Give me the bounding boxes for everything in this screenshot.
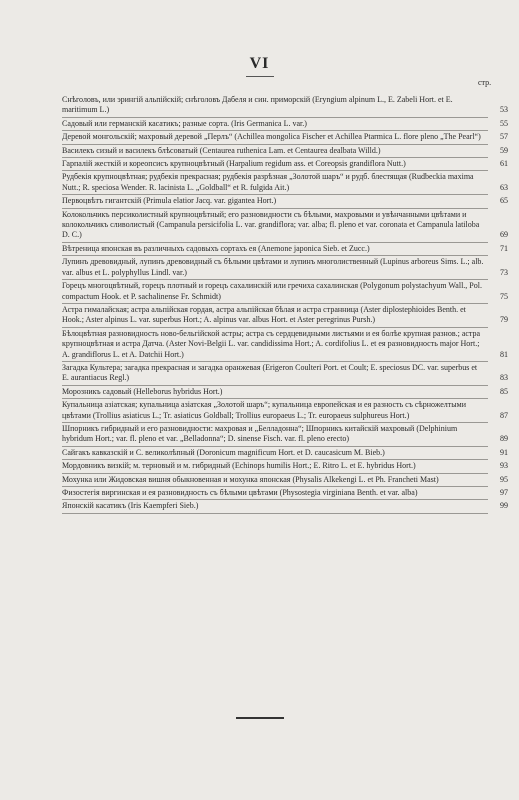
toc-entry-page: 87 — [500, 410, 508, 420]
toc-entry-title: Колокольчикъ персиколистный крупноцвѣтный; его разновидности съ бѣлыми, махровыми и увѣнчанными цвѣтами и колокольчикъ сливолистый (Campanula persicifolia L. var. grandiflora; var. alba; fl. pleno et var. coronata et Campanula latiloba D. C.) — [62, 209, 480, 240]
toc-entry-title: Рудбекія крупноцвѣтная; рудбекія прекрасная; рудбекія разрѣзная „Золотой шаръ“ и рудб. блестящая (Rudbeckia maxima Nutt.; R. speciosa Wender. R. lacinista L. „Goldball“ et R. fulgida Ait.) — [62, 172, 474, 192]
toc-entry — [62, 171, 508, 195]
toc-entry-title: Японскій касатикъ (Iris Kaempferi Sieb.) — [62, 501, 199, 511]
toc-entry-page: 89 — [500, 434, 508, 444]
toc-entry-title: Деревой монгольскій; махровый деревой „Перлъ“ (Achillea mongolica Fischer et Achillea Ptarmica L. flore pleno „The Pearl“) — [62, 132, 481, 142]
toc-entry — [62, 447, 508, 460]
toc-entry — [62, 460, 508, 473]
toc-entry-page: 79 — [500, 315, 508, 325]
toc-entry-page: 91 — [500, 447, 508, 457]
toc-entry-page: 59 — [500, 145, 508, 155]
toc-entry-title: Мохунка или Жидовская вишня обыкновенная и мохунка японская (Physalis Alkekengi L. et Ph. Francheti Mast) — [62, 474, 439, 484]
toc-entry — [62, 131, 508, 144]
toc-entry — [62, 386, 508, 399]
closing-rule — [236, 717, 284, 719]
toc-entry-title: Лупинъ древовидный, лупинъ древовидный съ бѣлыми цвѣтами и лупинъ многолиственный (Lupinus arboreus Sims. L.; alb. var. albus et L. polyphyllus Lindl. var.) — [62, 257, 484, 277]
table-of-contents — [62, 94, 508, 514]
toc-entry-page: 63 — [500, 182, 508, 192]
toc-entry-page: 53 — [500, 105, 508, 115]
toc-entry-title: Астра гималайская; астра альпійская гордая, астра альпійская бѣлая и астра странница (Aster diplostephioides Benth. et Hook.; Aster alpinus L. var. superbus Hort.; A. alpinus var. albus Hort. et Aster peregrinus Pursh.) — [62, 304, 466, 325]
toc-entry-page: 83 — [500, 373, 508, 383]
toc-entry-page: 69 — [500, 230, 508, 240]
toc-entry — [62, 328, 508, 362]
toc-entry — [62, 195, 508, 208]
toc-entry — [62, 280, 508, 304]
toc-entry — [62, 145, 508, 158]
toc-entry — [62, 474, 508, 487]
toc-entry-page: 73 — [500, 267, 508, 277]
toc-entry-page: 85 — [500, 386, 508, 396]
toc-entry — [62, 209, 508, 243]
toc-entry-title: Снѣголовъ, или эрингій альпійскій; снѣголовъ Дабеля и син. приморскій (Eryngium alpinum L., E. Zabeli Hort. et E. maritimum L.) — [62, 95, 453, 115]
toc-entry-page: 93 — [500, 461, 508, 471]
toc-entry-title: Мордовникъ визкій; м. терновый и м. гибридный (Echinops humilis Hort.; E. Ritro L. et E. hybridus Hort.) — [62, 461, 416, 471]
toc-entry — [62, 94, 508, 118]
toc-entry-title: Василекъ сизый и василекъ блѣсоватый (Centaurea ruthenica Lam. et Centaurea dealbata Willd.) — [62, 145, 381, 155]
page-column-header: стр. — [478, 78, 492, 87]
toc-entry — [62, 423, 508, 447]
toc-entry — [62, 500, 508, 513]
toc-entry-title: Сайгакъ кавказскій и С. великолѣпный (Doronicum magnificum Hort. et D. caucasicum M. Bieb.) — [62, 447, 385, 457]
toc-entry-title: Морозникъ садовый (Helleborus hybridus Hort.) — [62, 386, 223, 396]
toc-entry-title: Гарпалій жесткій и кореопсисъ крупноцвѣтный (Harpalium regidum ass. et Coreopsis grandiflora Nutt.) — [62, 159, 406, 169]
toc-entry-page: 71 — [500, 243, 508, 253]
page-number-rule — [246, 76, 274, 77]
toc-entry-title: Бѣлоцвѣтная разновидность ново-бельгійской астры; астра съ сердцевидными листьями и ея болѣе крупная разнов.; астра крупноцвѣтная и астра Датча. (Aster Novi-Belgii L. var. candidissima Hort.; A. cordifolius L. et ея разновидность major Hort.; A. grandiflorus L. et A. Datchii Hort.) — [62, 328, 481, 359]
toc-entry-title: Купальница азіатская; купальница азіатская „Золотой шаръ“; купальница европейская и ея разность съ сѣрножелтыми цвѣтами (Trollius asiaticus L.; Tr. asiaticus Goldball; Trollius europaeus L.; Tr. europaeus sulphureus Hort.) — [62, 400, 467, 420]
toc-entry — [62, 243, 508, 256]
toc-entry-page: 65 — [500, 196, 508, 206]
toc-entry — [62, 487, 508, 500]
toc-entry-page: 97 — [500, 488, 508, 497]
toc-entry-title: Садовый или германскій касатикъ; разные сорта. (Iris Germanica L. var.) — [62, 118, 307, 128]
toc-entry-page: 81 — [500, 349, 508, 359]
toc-entry — [62, 158, 508, 171]
toc-entry-page: 57 — [500, 132, 508, 142]
toc-entry — [62, 118, 508, 131]
toc-entry-title: Физостегія виргинская и ея разновидность съ бѣлыми цвѣтами (Physostegia virginiana Benth. et var. alba) — [62, 488, 418, 497]
toc-entry-page: 55 — [500, 118, 508, 128]
page-number: VI — [249, 55, 270, 72]
toc-entry-page: 61 — [500, 159, 508, 169]
toc-entry-page: 99 — [500, 501, 508, 511]
toc-entry-title: Вѣтреница японская въ различныхъ садовыхъ сортахъ ея (Anemone japonica Sieb. et Zucc.) — [62, 243, 370, 253]
toc-entry-title: Первоцвѣтъ гигантскій (Primula elatior Jacq. var. gigantea Hort.) — [62, 196, 277, 206]
toc-entry — [62, 362, 508, 386]
toc-entry-title: Горецъ многоцвѣтный, горецъ плотный и горецъ сахалинскій или гречиха сахалинская (Polygonum polystachyum Wall., Pol. compactum Hook. et P. sachalinense Fr. Schmidt) — [62, 281, 482, 301]
toc-entry — [62, 256, 508, 280]
toc-entry — [62, 304, 508, 328]
toc-entry — [62, 399, 508, 423]
toc-entry-title: Шпорникъ гибридный и его разновидности: махровая и „Белладонна“; Шпорникъ китайскій махровый (Delphinium hybridum Hort.; var. fl. pleno et var. „Belladonna“; D. sinense Fisch. var. fl. pleno erecto) — [62, 423, 458, 444]
toc-entry-title: Загадка Культера; загадка прекрасная и загадка оранжевая (Erigeron Coulteri Port. et Coult; E. speciosus DC. var. superbus et E. aurantiacus Regl.) — [62, 362, 478, 383]
toc-entry-page: 75 — [500, 291, 508, 301]
toc-entry-page: 95 — [500, 474, 508, 484]
